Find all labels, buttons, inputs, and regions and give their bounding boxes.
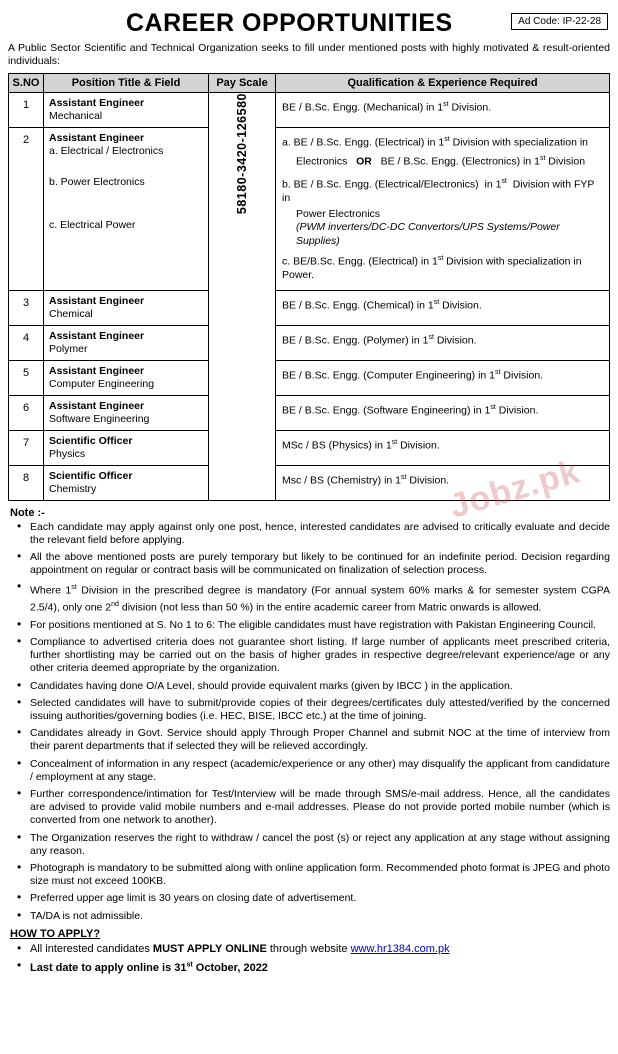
table-row xyxy=(9,360,610,395)
position-title: Assistant Engineer xyxy=(49,399,145,412)
position-field: Chemistry xyxy=(49,482,97,495)
table-row xyxy=(9,430,610,465)
position-field: Chemical xyxy=(49,307,93,320)
row-position xyxy=(44,465,209,500)
position-title: Assistant Engineer xyxy=(49,97,145,109)
pay-scale-value: 58180-3420-126580 xyxy=(235,93,249,215)
position-field: a. Electrical / Electronics xyxy=(49,145,164,157)
position-title: Scientific Officer xyxy=(49,469,133,482)
list-item: • Candidates already in Govt. Service should apply Through Proper Channel and submit NOC at the time of interview from their parent departments that if selected they will be relieved accordingly. xyxy=(14,727,610,753)
position-subfield-c: c. Electrical Power xyxy=(49,219,136,231)
position-title: Assistant Engineer xyxy=(49,132,145,144)
row-sno: 8 xyxy=(9,465,44,500)
position-title: Assistant Engineer xyxy=(49,294,145,307)
row-sno: 7 xyxy=(9,430,44,465)
row-qualification: MSc / BS (Physics) in 1st Division. xyxy=(276,430,610,465)
page-title: CAREER OPPORTUNITIES xyxy=(126,9,453,37)
how-to-apply-heading: HOW TO APPLY? xyxy=(10,927,101,940)
list-item: • Concealment of information in any respect (academic/experience or any other) may disqualify the applicant from candidature / employment at any stage. xyxy=(14,758,610,784)
row-position xyxy=(44,360,209,395)
list-item: • Selected candidates will have to submit/provide copies of their degrees/certificates duly attested/verified by the concerned issuing authorities/governing bodies (i.e. HEC, BISE, IBCC etc.) at the time of joining. xyxy=(14,697,610,723)
row-position xyxy=(44,395,209,430)
list-item: • Photograph is mandatory to be submitted along with online application form. Recommended photo format is JPEG and photo size must not exceed 100KB. xyxy=(14,862,610,888)
table-row xyxy=(9,325,610,360)
position-subfield-b: b. Power Electronics xyxy=(49,176,145,188)
table-row xyxy=(9,395,610,430)
position-title: Scientific Officer xyxy=(49,434,133,447)
position-title: Assistant Engineer xyxy=(49,329,145,342)
row-qualification: BE / B.Sc. Engg. (Polymer) in 1st Division. xyxy=(276,325,610,360)
row-qualification: BE / B.Sc. Engg. (Computer Engineering) in 1st Division. xyxy=(276,360,610,395)
row-qualification: BE / B.Sc. Engg. (Chemical) in 1st Division. xyxy=(276,290,610,325)
table-row xyxy=(9,290,610,325)
column-header-sno: S.NO xyxy=(9,74,44,93)
position-title: Assistant Engineer xyxy=(49,364,145,377)
column-header-payscale: Pay Scale xyxy=(209,74,276,93)
note-list xyxy=(8,521,610,923)
list-item: • Each candidate may apply against only one post, hence, interested candidates are advised to critically evaluate and decide the relevant field before applying. xyxy=(14,521,610,547)
row-sno: 1 xyxy=(9,93,44,128)
note-heading: Note :- xyxy=(10,506,45,519)
intro-paragraph: A Public Sector Scientific and Technical Organization seeks to fill under mentioned posts with highly motivated & result-oriented individuals: xyxy=(8,42,610,67)
list-item: • Candidates having done O/A Level, should provide equivalent marks (given by IBCC ) in the application. xyxy=(14,680,610,693)
row-sno: 6 xyxy=(9,395,44,430)
column-header-position: Position Title & Field xyxy=(44,74,209,93)
apply-website-link[interactable]: www.hr1384.com.pk xyxy=(350,942,450,955)
row-qualification: Msc / BS (Chemistry) in 1st Division. xyxy=(276,465,610,500)
how-to-apply-list xyxy=(8,942,610,976)
list-item: • All interested candidates MUST APPLY ONLINE through website www.hr1384.com.pk xyxy=(14,942,610,956)
row-sno: 5 xyxy=(9,360,44,395)
positions-table xyxy=(8,73,610,501)
list-item: • The Organization reserves the right to withdraw / cancel the post (s) or reject any application at any stage without assigning any reason. xyxy=(14,832,610,858)
row-position xyxy=(44,325,209,360)
row-qualification: a. BE / B.Sc. Engg. (Electrical) in 1st Division with specialization in Electronics OR BE / B.Sc. Engg. (Electronics) in 1st Division b. BE / B.Sc. Engg. (Electrical/Electronics) in 1st Division with FYP in Power Electronics (PWM inverters/DC-DC Convertors/UPS Systems/Power Supplies) c. BE/B.Sc. Engg. (Electrical) in 1st Division with specialization in Power. xyxy=(276,128,610,291)
position-field: Software Engineering xyxy=(49,412,150,425)
list-item: • All the above mentioned posts are purely temporary but likely to be continued for an indefinite period. Decision regarding appointment on regular or contract basis will be communicated on finalization of selection process. xyxy=(14,551,610,577)
list-item: • Further correspondence/intimation for Test/Interview will be made through SMS/e-mail address. Hence, all the candidates are advised to provide valid mobile numbers and e-mail addresses. Please do not provide ported mobile number (which is converted from one network to another). xyxy=(14,788,610,828)
list-item: • For positions mentioned at S. No 1 to 6: The eligible candidates must have registration with Pakistan Engineering Council. xyxy=(14,619,610,632)
row-sno: 3 xyxy=(9,290,44,325)
list-item: • TA/DA is not admissible. xyxy=(14,910,610,923)
position-field: Physics xyxy=(49,447,86,460)
row-sno: 4 xyxy=(9,325,44,360)
header xyxy=(8,6,610,40)
row-position xyxy=(44,128,209,291)
row-qualification: BE / B.Sc. Engg. (Mechanical) in 1st Division. xyxy=(276,93,610,128)
row-position xyxy=(44,430,209,465)
position-field: Polymer xyxy=(49,342,88,355)
column-header-qualification: Qualification & Experience Required xyxy=(276,74,610,93)
list-item: • Preferred upper age limit is 30 years on closing date of advertisement. xyxy=(14,892,610,905)
table-row xyxy=(9,465,610,500)
table-row xyxy=(9,93,610,128)
table-header xyxy=(9,74,610,93)
row-position xyxy=(44,290,209,325)
list-item: • Where 1st Division in the prescribed degree is mandatory (For annual system 60% marks & for semester system CGPA 2.5/4), only one 2nd division (not less than 50 %) in the entire academic career from Matric onwards is allowed. xyxy=(14,581,610,614)
watermark: Jobz.pk xyxy=(445,452,585,526)
table-body xyxy=(9,93,610,501)
row-qualification: BE / B.Sc. Engg. (Software Engineering) in 1st Division. xyxy=(276,395,610,430)
list-item: • Last date to apply online is 31st October, 2022 xyxy=(14,959,610,976)
row-position xyxy=(44,93,209,128)
position-field: Mechanical xyxy=(49,110,103,122)
table-row xyxy=(9,128,610,291)
pay-scale-cell xyxy=(209,93,276,501)
row-sno: 2 xyxy=(9,128,44,291)
ad-code-badge: Ad Code: IP-22-28 xyxy=(511,13,608,30)
list-item: • Compliance to advertised criteria does not guarantee short listing. If large number of applicants meet prescribed criteria, further shortlisting may be carried out on the basis of higher grades in respective degree/relevant experience/age or any other criteria deemed appropriate by the organization. xyxy=(14,636,610,676)
position-field: Computer Engineering xyxy=(49,377,155,390)
